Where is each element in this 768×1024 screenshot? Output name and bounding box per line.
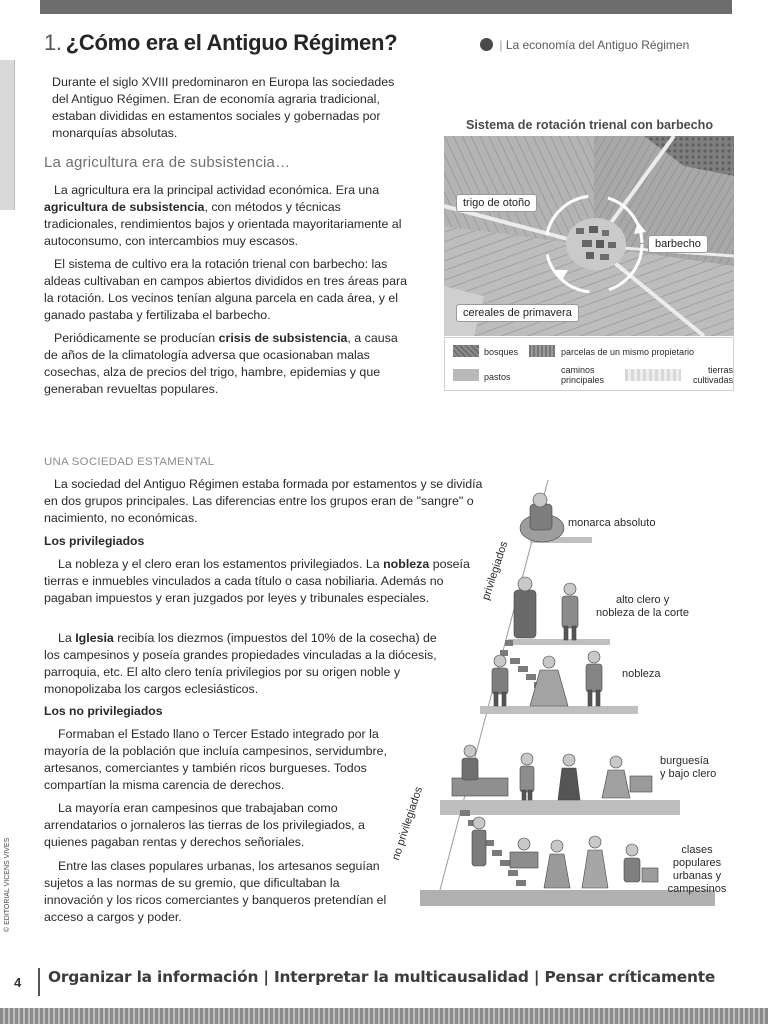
legend-pasture: pastos <box>484 372 511 382</box>
label-nobility: nobleza <box>622 668 661 680</box>
worker-figure <box>510 838 538 868</box>
intro-paragraph: Durante el siglo XVIII predominaron en Europa las sociedades del Antiguo Régimen. Eran de economía agraria tradicional, estaban divididas en estamentos sociales y gobernadas por monarquías absolutas. <box>52 75 395 140</box>
top-bar <box>40 0 732 14</box>
bourgeois-desk-figure <box>452 745 508 796</box>
text: La nobleza y el clero eran los estamentos privilegiados. La <box>58 557 384 571</box>
privileged-label: privilegiados <box>480 539 511 602</box>
agriculture-paragraph-2: El sistema de cultivo era la rotación trienal con barbecho: las aldeas cultivaban en campos abiertos divididos en tres áreas para la rotación. Los vecinos tenían alguna parcela en cada área, y el ganado pastaba y fertilizaba el barbecho. <box>44 257 407 322</box>
non-privileged-heading: Los no privilegiados <box>44 704 163 718</box>
legend-swatch-cultivated <box>625 369 681 381</box>
label-low-clergy: y bajo clero <box>660 768 717 780</box>
artisan-figure <box>472 817 486 866</box>
legend-swatch-pasture <box>453 369 479 381</box>
step-bourgeoisie <box>440 800 680 815</box>
legend-cultivated: tierras cultivadas <box>692 365 733 385</box>
title-number: 1. <box>44 30 62 55</box>
peasant-woman-figure <box>544 840 570 888</box>
bold-text: agricultura de subsistencia <box>44 200 205 214</box>
agriculture-paragraph-3 <box>44 330 408 398</box>
legend-plots: parcelas de un mismo propietario <box>561 347 695 357</box>
noble-figure-1 <box>492 655 508 706</box>
legend-forest: bosques <box>484 347 519 357</box>
non-privileged-paragraph-1: Formaban el Estado llano o Tercer Estado integrado por la mayoría de la población que incluía campesinos, servidumbre, artesanos, comerciantes y también ricos burgueses. Todos compartían la misma carencia de derechos. <box>44 727 387 792</box>
text: La agricultura era la principal actividad económica. Era una <box>54 183 380 197</box>
rotation-map <box>444 136 734 336</box>
non-privileged-paragraph-3: Entre las clases populares urbanas, los artesanos seguían sujetos a las normas de su gremio, que dificultaban la innovación y los ricos comerciantes y banqueros pretendían el acceso a cargos y poder. <box>44 859 387 924</box>
merchant-woman-figure <box>602 756 652 798</box>
label-line: alto clero y <box>616 594 670 606</box>
peasant-figure <box>624 844 658 882</box>
footer-skills: Organizar la información | Interpretar la multicausalidad | Pensar críticamente <box>48 968 716 986</box>
peasant-woman-figure-2 <box>582 836 608 888</box>
title-text: ¿Cómo era el Antiguo Régimen? <box>65 30 398 55</box>
figures <box>452 493 658 888</box>
legend-swatch-forest <box>453 345 479 357</box>
footer-divider <box>38 968 40 996</box>
privileged-heading: Los privilegiados <box>44 534 145 548</box>
bold-text: Iglesia <box>75 631 114 645</box>
text: Periódicamente se producían <box>54 331 219 345</box>
text: poseía tierras e inmuebles vinculados a cada título o casa nobiliaria. Además no pagaban impuestos y eran juzgados por leyes y tribunales especiales. <box>44 557 470 605</box>
noble-figure-2 <box>586 651 602 706</box>
bold-text: crisis de subsistencia <box>218 331 348 345</box>
bold-text: nobleza <box>383 557 430 571</box>
map-title: Sistema de rotación trienal con barbecho <box>466 118 714 132</box>
legend-swatch-plots <box>529 345 555 357</box>
text: , con métodos y técnicas tradicionales, rendimientos bajos y orientada mayoritariamente al autoconsumo, con intercambios muy escasos. <box>44 200 402 248</box>
publisher-credit: © EDITORIAL VICENS VIVES <box>4 837 11 932</box>
court-noble-figure <box>562 583 578 640</box>
text: , a causa de años de la climatología adversa que ocasionaban malas cosechas, alza de precios del trigo, hambre, epidemias y que generaban revueltas populares. <box>44 331 398 396</box>
xref-text: La economía del Antiguo Régimen <box>505 38 690 52</box>
society-intro: La sociedad del Antiguo Régimen estaba formada por estamentos y se dividía en dos grupos principales. Las diferencias entre los grupos eran de "sangre" o nacimiento, no económicas. <box>44 477 483 525</box>
text: La <box>58 631 76 645</box>
label-court-nobility: nobleza de la corte <box>596 607 689 619</box>
label-line: campesinos <box>667 883 727 895</box>
non-privileged-label: no privilegiados <box>390 785 426 862</box>
section-heading: UNA SOCIEDAD ESTAMENTAL <box>44 456 215 468</box>
label-fallow: barbecho <box>648 235 708 253</box>
page-number: 4 <box>14 975 22 990</box>
label-line: clases <box>681 844 713 856</box>
label-spring-cereals: cereales de primavera <box>456 304 579 322</box>
page-title <box>44 30 397 56</box>
bourgeois-figure <box>520 753 534 800</box>
agriculture-heading: La agricultura era de subsistencia… <box>44 154 291 171</box>
xref-separator: | <box>499 38 503 52</box>
text: recibía los diezmos (impuestos del 10% de la cosecha) de los campesinos y poseía grandes propiedades vinculadas a la diócesis, parroquia, etc. El alto clero tenía privilegios por su origen noble y monopolizaba los cargos eclesiásticos. <box>44 631 437 696</box>
label-line: populares <box>672 857 722 869</box>
label-high-clergy <box>616 594 669 607</box>
arrow-circle-icon <box>480 38 493 51</box>
clergy-figure <box>514 577 536 638</box>
label-absolute-monarch: monarca absoluto <box>568 517 656 529</box>
label-line: urbanas y <box>672 870 722 882</box>
cross-reference[interactable] <box>480 38 689 52</box>
label-winter-wheat: trigo de otoño <box>456 194 537 212</box>
legend-roads: caminos principales <box>561 365 605 385</box>
left-edge-strip <box>0 60 15 210</box>
low-clergy-figure <box>558 754 580 800</box>
map-legend <box>444 337 734 391</box>
non-privileged-paragraph-2: La mayoría eran campesinos que trabajaban como arrendatarios o jornaleros las tierras de los privilegiados, a quienes pagaban rentas y derechos señoriales. <box>44 801 365 849</box>
agriculture-paragraph-1 <box>44 182 408 250</box>
bottom-bar <box>0 1008 768 1024</box>
village <box>566 218 626 270</box>
label-popular-classes <box>664 844 730 896</box>
label-bourgeoisie: burguesía <box>660 755 709 767</box>
monarch-figure <box>520 493 564 542</box>
noble-lady-figure <box>530 656 568 706</box>
